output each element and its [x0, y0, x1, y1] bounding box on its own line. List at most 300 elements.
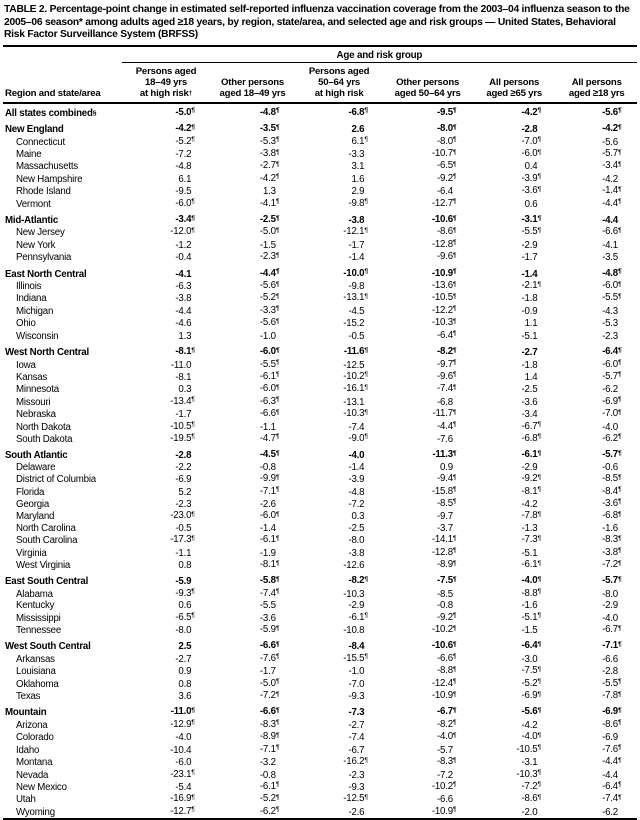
row-label: Georgia: [16, 498, 50, 510]
value-cell: 0.6: [524, 198, 538, 210]
state-row: [3, 371, 637, 383]
value-cell: -10.5¶: [516, 743, 542, 755]
value-cell: -6.9¶: [602, 706, 622, 718]
value-cell: -6.0: [175, 757, 192, 769]
region-row: [3, 342, 637, 358]
value-cell: -9.0¶: [348, 432, 369, 444]
value-cell: -16.1¶: [343, 383, 369, 395]
table-header: [3, 47, 637, 103]
row-label: Iowa: [16, 359, 36, 371]
row-label: Oklahoma: [16, 678, 59, 690]
state-row: [3, 239, 637, 251]
value-cell: -9.2¶: [521, 473, 542, 485]
value-cell: -8.3¶: [602, 534, 622, 546]
value-cell: -10.5¶: [170, 420, 195, 432]
value-cell: -5.9¶: [259, 624, 280, 636]
value-cell: -9.3: [348, 781, 365, 793]
value-cell: -5.7¶: [602, 575, 622, 587]
value-cell: -8.3¶: [259, 718, 280, 730]
value-cell: 0.4: [524, 161, 538, 173]
value-cell: -6.2: [602, 806, 618, 818]
value-cell: -6.0¶: [259, 383, 280, 395]
value-cell: -5.9: [175, 576, 192, 588]
value-cell: -6.2¶: [259, 805, 280, 817]
row-label: Rhode Island: [16, 186, 71, 198]
value-cell: -9.3: [348, 691, 365, 703]
value-cell: -8.8¶: [437, 665, 457, 677]
value-cell: -16.2¶: [343, 756, 369, 768]
value-cell: -12.1¶: [343, 226, 369, 238]
value-cell: -5.0¶: [259, 677, 280, 689]
value-cell: -7.2¶: [521, 780, 542, 792]
value-cell: -7.8¶: [602, 690, 622, 702]
value-cell: -11.0¶: [170, 706, 196, 718]
value-cell: -3.8¶: [602, 546, 622, 558]
value-cell: -10.2¶: [343, 370, 369, 382]
value-cell: -11.7¶: [432, 408, 457, 420]
value-cell: -9.5: [175, 186, 192, 198]
value-cell: 3.1: [351, 161, 365, 173]
value-cell: -5.0¶: [175, 106, 196, 118]
value-cell: -15.8¶: [431, 485, 457, 497]
value-cell: 0.8: [178, 678, 192, 690]
value-cell: -4.2¶: [602, 123, 622, 135]
row-label: Missouri: [16, 396, 51, 408]
value-cell: -6.9: [175, 474, 192, 486]
value-cell: -12.8¶: [431, 238, 457, 250]
value-cell: -9.7: [437, 511, 453, 523]
row-label: South Atlantic: [5, 450, 68, 462]
row-label: Texas: [16, 691, 41, 703]
value-cell: -11.0: [170, 359, 192, 371]
value-cell: 1.1: [524, 318, 538, 330]
value-cell: -3.1: [521, 757, 538, 769]
value-cell: 1.3: [262, 186, 276, 198]
row-label: Kentucky: [16, 600, 55, 612]
value-cell: -2.3: [348, 769, 365, 781]
value-cell: -1.4: [348, 461, 365, 473]
value-cell: -6.6: [602, 653, 618, 665]
value-cell: -6.8¶: [348, 106, 369, 118]
value-cell: -5.2¶: [259, 793, 280, 805]
value-cell: -8.0¶: [437, 135, 457, 147]
value-cell: -5.5¶: [521, 226, 542, 238]
value-cell: -6.7¶: [602, 624, 622, 636]
value-cell: -2.7: [175, 653, 192, 665]
value-cell: -8.1¶: [259, 559, 280, 570]
value-cell: -4.1¶: [259, 197, 280, 209]
value-cell: -3.8: [348, 215, 365, 227]
row-label: New Hampshire: [16, 173, 83, 185]
region-state-column-header: Region and state/area: [3, 62, 122, 103]
row-label: Kansas: [16, 371, 48, 383]
value-cell: -5.6¶: [259, 317, 280, 329]
value-cell: -4.2¶: [259, 172, 280, 184]
value-cell: -3.7: [437, 522, 453, 534]
value-cell: -10.6¶: [431, 214, 457, 226]
row-label: Nebraska: [16, 409, 56, 421]
value-cell: -9.8: [348, 281, 365, 293]
state-row: [3, 793, 637, 805]
state-row: [3, 559, 637, 571]
value-cell: -6.5¶: [175, 611, 195, 623]
value-cell: -6.0¶: [521, 148, 542, 159]
value-cell: -6.1¶: [348, 611, 369, 623]
value-cell: -0.5: [348, 330, 365, 342]
value-cell: -2.6: [348, 806, 365, 818]
value-cell: -10.9¶: [431, 690, 457, 702]
value-cell: -6.8¶: [602, 510, 622, 522]
row-label: Montana: [16, 757, 53, 769]
value-cell: -4.0: [175, 732, 192, 744]
value-cell: -8.9¶: [259, 731, 280, 743]
value-cell: -1.5: [259, 239, 276, 251]
value-cell: -8.6¶: [521, 793, 542, 805]
value-cell: -4.0: [602, 612, 618, 624]
value-cell: -10.3¶: [516, 768, 542, 780]
region-row: [3, 103, 637, 119]
value-cell: -3.1¶: [521, 214, 542, 226]
value-cell: -6.1¶: [259, 780, 280, 792]
value-cell: -13.4¶: [170, 395, 195, 407]
value-cell: -7.2: [348, 498, 365, 510]
value-cell: -7.0¶: [521, 135, 542, 147]
vaccination-change-table: [3, 47, 637, 820]
state-row: [3, 690, 637, 702]
value-cell: -15.2: [343, 318, 365, 330]
value-cell: -2.8: [521, 124, 538, 136]
value-cell: -0.9: [521, 305, 538, 317]
value-cell: -4.5: [348, 305, 365, 317]
value-cell: -4.0: [348, 450, 365, 462]
value-cell: -1.7: [259, 666, 276, 678]
value-cell: -4.2¶: [521, 106, 542, 118]
value-cell: -1.6: [602, 522, 618, 534]
value-cell: -6.6¶: [602, 226, 622, 238]
state-row: [3, 359, 637, 371]
value-cell: -3.4¶: [175, 214, 196, 226]
value-cell: -17.3¶: [170, 534, 195, 546]
value-cell: -2.8: [175, 450, 192, 462]
value-cell: -10.6¶: [431, 640, 457, 652]
row-label: West Virginia: [16, 560, 71, 571]
value-cell: -6.6¶: [437, 652, 457, 664]
value-cell: -4.4: [602, 215, 618, 227]
row-label: Virginia: [16, 547, 47, 559]
value-cell: -4.8¶: [602, 267, 622, 279]
value-cell: -23.0¶: [170, 510, 195, 522]
value-cell: -1.7: [175, 409, 192, 421]
value-cell: -7.5¶: [521, 665, 542, 677]
value-cell: -15.5¶: [343, 652, 369, 664]
value-cell: -7.4¶: [602, 793, 622, 805]
value-cell: 6.1: [178, 173, 192, 185]
state-row: [3, 198, 637, 210]
value-cell: -6.3: [175, 281, 192, 293]
value-cell: -6.0¶: [602, 358, 622, 370]
value-cell: -6.9¶: [521, 690, 542, 702]
value-cell: -6.6¶: [259, 408, 280, 420]
value-cell: -6.1¶: [521, 449, 542, 461]
value-cell: -0.4: [175, 252, 192, 264]
value-cell: -4.0: [602, 421, 618, 433]
value-cell: -5.5¶: [602, 292, 622, 304]
value-cell: -8.1: [175, 371, 192, 383]
row-label: Wisconsin: [16, 330, 59, 342]
value-cell: -6.0¶: [602, 280, 622, 292]
value-cell: -0.8: [259, 461, 276, 473]
region-row: [3, 702, 637, 718]
value-cell: -5.6¶: [259, 280, 280, 292]
row-label: Vermont: [16, 198, 51, 210]
value-cell: -2.2: [175, 461, 192, 473]
value-cell: -1.9: [259, 547, 276, 559]
value-cell: -7.0¶: [602, 408, 622, 420]
col-header-2: Other persons aged 18–49 yrs: [210, 62, 295, 103]
row-label: Maryland: [16, 511, 55, 523]
row-label: Indiana: [16, 293, 47, 305]
value-cell: -5.7¶: [602, 148, 622, 159]
state-row: [3, 317, 637, 329]
row-label: North Dakota: [16, 421, 71, 433]
value-cell: -7.1¶: [259, 743, 280, 755]
value-cell: -10.7¶: [431, 148, 457, 159]
value-cell: -6.7¶: [437, 706, 457, 718]
value-cell: -6.2: [602, 384, 618, 396]
value-cell: -10.2¶: [431, 780, 457, 792]
value-cell: -10.3¶: [343, 408, 369, 420]
value-cell: -23.1¶: [170, 768, 195, 780]
value-cell: -2.3: [602, 330, 618, 342]
value-cell: -3.6: [521, 396, 538, 408]
row-label: New York: [16, 239, 56, 251]
value-cell: -5.0¶: [259, 226, 280, 238]
value-cell: -9.7¶: [437, 358, 457, 370]
row-label: Mountain: [5, 707, 47, 719]
value-cell: 1.4: [524, 371, 538, 383]
value-cell: -1.4¶: [602, 185, 622, 197]
value-cell: -7.5¶: [437, 575, 457, 587]
table-title: TABLE 2. Percentage-point change in estimated self-reported influenza vaccination coverage from the 2003–04 influenza season to the 2005–06 season* among adults aged ≥18 years, by region, state/area, and selected age and risk groups — United States, Behavioral Risk Factor Surveillance System (BRFSS): [3, 2, 637, 47]
value-cell: -5.8¶: [259, 575, 280, 587]
col-header-1: Persons aged 18–49 yrs at high risk†: [122, 62, 211, 103]
value-cell: -7.2: [437, 769, 453, 781]
value-cell: -6.9: [602, 732, 618, 744]
value-cell: -7.4¶: [437, 383, 457, 395]
state-row: [3, 280, 637, 292]
group-header-row: [3, 47, 637, 63]
value-cell: -1.1: [259, 421, 276, 433]
state-row: [3, 588, 637, 600]
value-cell: -5.2¶: [521, 677, 542, 689]
value-cell: -9.4¶: [437, 473, 457, 485]
value-cell: -12.2¶: [431, 304, 457, 316]
value-cell: -8.2¶: [437, 346, 457, 358]
group-header-spacer: [3, 47, 122, 63]
value-cell: -3.9¶: [521, 172, 542, 184]
value-cell: -6.7: [348, 744, 365, 756]
state-row: [3, 806, 637, 819]
value-cell: -6.0¶: [175, 197, 195, 209]
value-cell: -3.4: [521, 409, 538, 421]
value-cell: 0.9: [440, 461, 453, 473]
state-row: [3, 148, 637, 160]
value-cell: -5.7¶: [602, 370, 622, 382]
value-cell: -3.0: [521, 653, 538, 665]
col-header-4: Other persons aged 50–64 yrs: [383, 62, 472, 103]
value-cell: -6.7¶: [521, 420, 542, 432]
region-row: [3, 445, 637, 461]
value-cell: -1.0: [259, 330, 276, 342]
state-row: [3, 330, 637, 342]
value-cell: -4.8: [348, 486, 365, 498]
value-cell: -4.3: [602, 305, 618, 317]
value-cell: -1.4: [259, 522, 276, 534]
row-label: Mid-Atlantic: [5, 215, 59, 227]
value-cell: -7.6¶: [259, 652, 280, 664]
state-row: [3, 226, 637, 238]
value-cell: -4.2¶: [175, 123, 196, 135]
value-cell: -5.6¶: [602, 106, 622, 118]
value-cell: -8.2¶: [348, 575, 369, 587]
value-cell: -0.8: [259, 769, 276, 781]
value-cell: -7.3: [348, 707, 365, 719]
value-cell: -4.5¶: [259, 449, 280, 461]
value-cell: -6.1¶: [259, 370, 280, 382]
value-cell: -7.2¶: [602, 559, 622, 570]
row-label: South Dakota: [16, 433, 73, 445]
value-cell: -4.7¶: [259, 432, 280, 444]
value-cell: -12.5: [343, 359, 365, 371]
value-cell: -7.1¶: [259, 485, 280, 497]
value-cell: -12.8¶: [431, 546, 457, 558]
value-cell: -8.6¶: [602, 718, 622, 730]
value-cell: -8.4¶: [602, 485, 622, 497]
row-label: Michigan: [16, 305, 54, 317]
value-cell: -7.2¶: [259, 690, 280, 702]
value-cell: -8.4: [348, 641, 365, 653]
value-cell: -4.4¶: [602, 756, 622, 768]
value-cell: -8.0¶: [437, 123, 457, 135]
table-body: [3, 103, 637, 819]
value-cell: -6.3¶: [259, 395, 280, 407]
row-label: East North Central: [5, 268, 87, 280]
region-row: [3, 636, 637, 652]
value-cell: -4.4: [602, 769, 618, 781]
row-label: Tennessee: [16, 625, 62, 637]
value-cell: 0.3: [178, 384, 192, 396]
value-cell: -2.9: [521, 239, 538, 251]
value-cell: -4.4¶: [259, 267, 280, 279]
state-row: [3, 305, 637, 317]
value-cell: -2.5¶: [259, 214, 280, 226]
col-header-3: Persons aged 50–64 yrs at high risk: [295, 62, 384, 103]
value-cell: -12.0¶: [170, 226, 195, 238]
value-cell: -12.6: [343, 560, 365, 571]
value-cell: -19.5¶: [170, 432, 195, 444]
value-cell: -4.2: [521, 498, 538, 510]
value-cell: -2.6: [259, 498, 276, 510]
value-cell: -8.0: [602, 588, 618, 600]
state-row: [3, 251, 637, 263]
column-header-row: [3, 62, 637, 103]
row-label: Minnesota: [16, 384, 59, 396]
row-label: Louisiana: [16, 666, 56, 678]
value-cell: -10.5¶: [431, 292, 457, 304]
value-cell: 5.2: [178, 486, 192, 498]
row-label: Pennsylvania: [16, 252, 72, 264]
row-label: Florida: [16, 486, 45, 498]
value-cell: -10.4: [170, 744, 192, 756]
value-cell: -6.9¶: [602, 395, 622, 407]
value-cell: -8.5: [437, 588, 453, 600]
row-label: South Carolina: [16, 535, 78, 547]
value-cell: -1.3: [521, 522, 538, 534]
value-cell: -1.2: [175, 239, 192, 251]
row-label: Maine: [16, 149, 42, 160]
row-label: Connecticut: [16, 136, 65, 148]
row-label: Arizona: [16, 719, 48, 731]
value-cell: -4.0¶: [437, 731, 457, 743]
value-cell: -8.6¶: [437, 226, 457, 238]
value-cell: -7.3¶: [521, 534, 542, 546]
value-cell: -11.3¶: [432, 449, 457, 461]
value-cell: -1.4: [348, 252, 365, 264]
col-header-6: All persons aged ≥18 yrs: [556, 62, 637, 103]
value-cell: 0.8: [178, 560, 192, 571]
value-cell: -7.2: [175, 149, 192, 160]
value-cell: -6.4¶: [602, 780, 622, 792]
value-cell: -6.4¶: [521, 640, 542, 652]
row-label: New England: [5, 124, 64, 136]
value-cell: -5.6: [602, 136, 618, 148]
value-cell: 3.6: [178, 691, 192, 703]
value-cell: -6.4: [437, 186, 453, 198]
value-cell: -2.5: [521, 384, 538, 396]
value-cell: -7.4: [348, 732, 365, 744]
value-cell: -4.2: [521, 719, 538, 731]
value-cell: -3.8: [175, 293, 192, 305]
value-cell: -3.5¶: [259, 123, 280, 135]
value-cell: -1.0: [348, 666, 365, 678]
value-cell: -9.2¶: [437, 611, 457, 623]
value-cell: -16.9¶: [170, 793, 195, 805]
value-cell: -2.9: [602, 600, 618, 612]
value-cell: -6.4¶: [437, 329, 457, 341]
state-row: [3, 486, 637, 498]
value-cell: -4.8: [175, 161, 192, 173]
state-row: [3, 744, 637, 756]
row-label: Alabama: [16, 588, 53, 600]
col-header-5: All persons aged ≥65 yrs: [472, 62, 557, 103]
row-label: Ohio: [16, 318, 36, 330]
row-label: All states combined§: [5, 107, 97, 119]
value-cell: -13.6¶: [431, 280, 457, 292]
value-cell: -0.6: [602, 461, 618, 473]
value-cell: -5.7¶: [602, 449, 622, 461]
value-cell: -8.0: [348, 535, 365, 547]
value-cell: -1.1: [175, 547, 192, 559]
value-cell: -12.5¶: [343, 793, 369, 805]
value-cell: -9.6¶: [437, 251, 457, 263]
value-cell: -9.2¶: [437, 172, 457, 184]
value-cell: -10.8: [343, 625, 365, 637]
value-cell: -14.1¶: [431, 534, 457, 546]
value-cell: -5.5: [259, 600, 276, 612]
value-cell: 2.5: [178, 641, 192, 653]
value-cell: -6.5¶: [437, 160, 457, 172]
value-cell: -5.1: [521, 547, 538, 559]
